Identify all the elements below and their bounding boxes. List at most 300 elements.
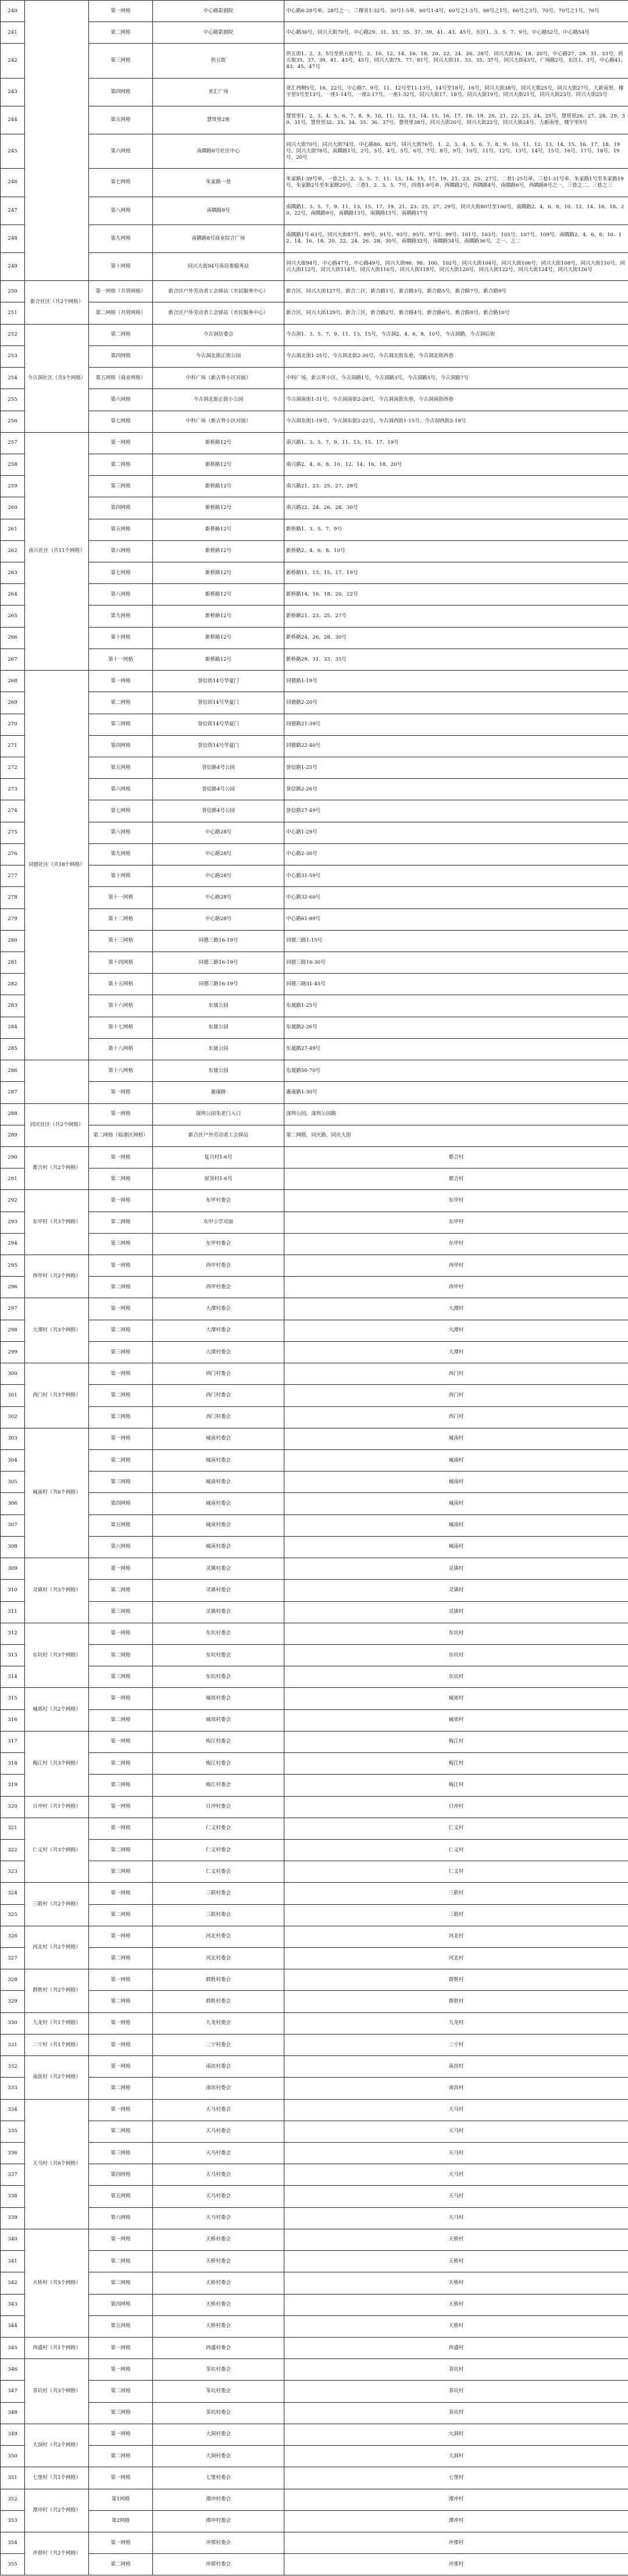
village-owner: 城南村 [284, 1450, 628, 1472]
grid-location: 仁义村委会 [153, 1839, 284, 1861]
grid-location: 东甲村委会 [153, 1233, 284, 1255]
table-row [1, 2554, 628, 2575]
grid-location: 同德三路16-19号 [153, 930, 284, 952]
row-number: 269 [1, 692, 25, 714]
grid-name: 第一网格 [89, 2337, 153, 2358]
grid-location: 天马村委会 [153, 2207, 284, 2229]
village-owner: 东甲村 [284, 1190, 628, 1212]
grid-location: 同德三路16-19号 [153, 974, 284, 995]
village-owner: 城南村 [284, 1493, 628, 1515]
row-number: 299 [1, 1341, 25, 1363]
grid-range: 南兴路21、23、25、27、29号 [284, 476, 628, 497]
grid-location: 天马村委会 [153, 2121, 284, 2142]
grid-name: 第六网格 [89, 779, 153, 800]
grid-name: 第二网格 [89, 1753, 153, 1775]
table-row [1, 1428, 628, 1449]
table-row [1, 1125, 628, 1146]
village-name: 潭冲村（共2个网格） [25, 2489, 89, 2532]
row-number: 268 [1, 671, 25, 692]
grid-range: 中心路31-59号 [284, 865, 628, 887]
grid-range: 中科广场，新古界小区，今古洞路1号，今古洞路3号，今古洞路5号，今古洞路7号 [284, 368, 628, 389]
row-number: 271 [1, 735, 25, 757]
grid-name: 第七网格 [89, 169, 153, 197]
grid-name: 第四网格 [89, 735, 153, 757]
community-name [25, 1, 89, 281]
row-number: 310 [1, 1580, 25, 1601]
row-number: 306 [1, 1493, 25, 1515]
table-row [1, 2532, 628, 2553]
table-row [1, 692, 628, 714]
grid-location: 中科广场（新古界小区对面） [153, 368, 284, 389]
grid-range: 新合区，同兴大街127号，新合二区，新合路1号，新合路3号，新合路5号，新合路7号，新合路9号 [284, 281, 628, 302]
row-number: 353 [1, 2510, 25, 2532]
table-row [1, 822, 628, 843]
row-number: 252 [1, 324, 25, 345]
table-row [1, 908, 628, 930]
grid-name: 第二网格 [89, 1212, 153, 1233]
table-row [1, 2294, 628, 2315]
grid-name: 第一网格 [89, 1082, 153, 1103]
grid-name: 第十六网格 [89, 995, 153, 1017]
table-row [1, 106, 628, 134]
village-owner: 天马村 [284, 2207, 628, 2229]
row-number: 274 [1, 800, 25, 822]
grid-name: 第四网格 [89, 78, 153, 106]
table-row [1, 2186, 628, 2207]
grid-location: 誉信街14号华夏门 [153, 692, 284, 714]
grid-location: 东坑村委会 [153, 1644, 284, 1666]
grid-location: 群胜村委会 [153, 1969, 284, 1991]
row-number: 300 [1, 1363, 25, 1385]
village-owner: 东坑村 [284, 1644, 628, 1666]
table-row [1, 1991, 628, 2012]
grid-range: 朱家路1-39号单，一巷之1、2、3、5、7、11、13、14、15、17、19、21、23、25、27号，二巷1-25号单，三巷1-31号单，朱家路1号至朱家路19号，朱家路2号至朱家路20号，三巷1、2、3、5、7号，四巷1-9号单，西隅路2号，西隅路4号，南隅路6号，西隅路8号之一，三巷之二、三巷之三 [284, 169, 628, 197]
grid-name: 第一网格 [89, 2012, 153, 2034]
table-row [1, 1168, 628, 1190]
table-row [1, 1796, 628, 1818]
table-row [1, 2078, 628, 2099]
row-number: 284 [1, 1017, 25, 1038]
table-row [1, 2467, 628, 2489]
row-number: 354 [1, 2532, 25, 2553]
grid-location: 仁义村委会 [153, 1818, 284, 1839]
grid-location: 新合区户外劳动者工会驿站（市民服务中心） [153, 302, 284, 324]
table-row [1, 735, 628, 757]
table-row [1, 887, 628, 908]
grid-name: 第三网格 [89, 1233, 153, 1255]
row-number: 267 [1, 649, 25, 670]
grid-name: 第一网格 [89, 1969, 153, 1991]
community-name: 同庆社区（共2个网格） [25, 1103, 89, 1146]
table-row [1, 1038, 628, 1060]
grid-location: 同德三路16-19号 [153, 952, 284, 973]
grid-name: 第二网格 [89, 1277, 153, 1298]
row-number: 323 [1, 1861, 25, 1883]
grid-name: 第二网格（临港区网格） [89, 1125, 153, 1146]
grid-location: 城郊村委会 [153, 1688, 284, 1709]
row-number: 294 [1, 1233, 25, 1255]
row-number: 273 [1, 779, 25, 800]
grid-name: 第四网格 [89, 345, 153, 367]
grid-location: 深圳公园朱老门入口 [153, 1103, 284, 1125]
grid-range: 新合区，同兴大街129号，新合三区，新合路2号，新合路4号，新合路6号，新合路8号，新合路10号 [284, 302, 628, 324]
grid-location: 城南村委会 [153, 1493, 284, 1515]
row-number: 255 [1, 389, 25, 411]
grid-range: 新桥路29、31、33、35号 [284, 649, 628, 670]
village-name: 河北村（共2个网格） [25, 1926, 89, 1969]
grid-range: 中心路32-60号 [284, 887, 628, 908]
grid-location: 新桥路12号 [153, 605, 284, 627]
grid-location: 慧贤里2座 [153, 106, 284, 134]
grid-range: 今古洞南街1-31号，今古洞南街2-28号，今古洞南街东巷，今古洞南街西巷 [284, 389, 628, 411]
row-number: 350 [1, 2446, 25, 2467]
grid-name: 第十三网格 [89, 930, 153, 952]
row-number: 290 [1, 1146, 25, 1168]
community-name: 南兴社区（共11个网格） [25, 432, 89, 670]
grid-location: 中心路影剧院 [153, 22, 284, 44]
grid-location: 新桥路12号 [153, 540, 284, 562]
grid-range: 同德三路16-30号 [284, 952, 628, 973]
row-number: 240 [1, 1, 25, 22]
grid-name: 第一网格 [89, 1428, 153, 1449]
village-owner: 西盛村 [284, 2337, 628, 2358]
grid-location: 新桥路12号 [153, 476, 284, 497]
grid-name: 第三网格 [89, 476, 153, 497]
table-row [1, 1320, 628, 1341]
grid-range: 中心路30号，同兴大街70号，中心路29、31、33、35、37、39、41、43、45号，东区1、3、5、7、9号，中心路52号，中心路54号 [284, 22, 628, 44]
grid-location: 誉信路4号公园 [153, 779, 284, 800]
row-number: 261 [1, 519, 25, 540]
table-row [1, 843, 628, 865]
grid-name: 第五网格 [89, 106, 153, 134]
grid-location: 群胜村委会 [153, 1991, 284, 2012]
grid-name: 第二网格 [89, 1320, 153, 1341]
village-owner: 灵镇村 [284, 1601, 628, 1623]
table-row [1, 2251, 628, 2272]
grid-name: 第十二网格 [89, 908, 153, 930]
grid-location: 西甲村委会 [153, 1255, 284, 1277]
row-number: 257 [1, 432, 25, 454]
row-number: 342 [1, 2272, 25, 2294]
grid-location: 惠康路 [153, 1082, 284, 1103]
row-number: 243 [1, 78, 25, 106]
grid-location: 天桥村委会 [153, 2272, 284, 2294]
grid-location: 南滨村委会 [153, 2056, 284, 2078]
table-row [1, 1298, 628, 1320]
village-owner: 潭冲村 [284, 2510, 628, 2532]
row-number: 285 [1, 1038, 25, 1060]
table-row [1, 169, 628, 197]
table-row [1, 2510, 628, 2532]
grid-location: 誉信街14号华夏门 [153, 735, 284, 757]
grid-location: 大潭村委会 [153, 1298, 284, 1320]
row-number: 332 [1, 2056, 25, 2078]
village-owner: 潭冲村 [284, 2489, 628, 2510]
village-name: 南滨村（共2个网格） [25, 2056, 89, 2099]
grid-range: 同德路21-39号 [284, 714, 628, 735]
village-name: 西门村（共3个网格） [25, 1363, 89, 1428]
village-owner: 梅江村 [284, 1731, 628, 1752]
grid-name: 第二网格 [89, 1948, 153, 1969]
grid-name: 第一网格 [89, 1558, 153, 1580]
grid-location: 供五街 [153, 44, 284, 78]
grid-range: 供五街1、2、3、5号至供五街7号，2、10、12、14、16、18、20、22、24、26、28号，同兴大街16、18、20号，中心路27、29、31、33号，供五街35、37、39、41、43号，45号，同兴大街75、77、81号，同兴大街31、33、35、37号，同兴大街43号，广场路2号，东区1、3号，中心路41、43、45、47号 [284, 44, 628, 78]
table-row [1, 714, 628, 735]
grid-range: 南兴路2、4、6、8、10、12、14、16、18、20号 [284, 454, 628, 475]
grid-name: 第六网格 [89, 389, 153, 411]
grid-name: 第七网格 [89, 411, 153, 432]
grid-range: 中心路6-28号单，28号之一，三棵省1-32号，30号1-5单，60号1-4号，60号之1-3号，66号之1号，66号之3号，70号，70号之1号，76号 [284, 1, 628, 22]
row-number: 334 [1, 2099, 25, 2121]
table-row [1, 2489, 628, 2510]
grid-name: 第一网格 [89, 1818, 153, 1839]
table-row [1, 2381, 628, 2402]
grid-name: 第一网格 [89, 1190, 153, 1212]
grid-range: 今古洞东街1-19号，今古洞东街2-22号，今古洞西街1-15号，今古洞西街2-18号 [284, 411, 628, 432]
grid-range: 今古洞北街1-25号，今古洞北街2-30号，今古洞北街东巷，今古洞北街西巷 [284, 345, 628, 367]
village-owner: 天马村 [284, 2121, 628, 2142]
village-name: 天马村（共6个网格） [25, 2099, 89, 2229]
village-name: 西甲村（共2个网格） [25, 1255, 89, 1298]
grid-location: 东晟公园 [153, 1060, 284, 1082]
village-owner: 天马村 [284, 2143, 628, 2164]
table-row [1, 134, 628, 169]
table-row [1, 800, 628, 822]
village-owner: 天马村 [284, 2164, 628, 2186]
village-owner: 群胜村 [284, 1969, 628, 1991]
grid-name: 第一网格 [89, 1363, 153, 1385]
grid-name: 第二网格 [89, 1450, 153, 1472]
table-row [1, 1060, 628, 1082]
grid-name: 第九网格 [89, 843, 153, 865]
grid-name: 第一网格 [89, 2424, 153, 2445]
grid-range: 誉信路2-26号 [284, 779, 628, 800]
row-number: 246 [1, 169, 25, 197]
table-row [1, 1406, 628, 1428]
village-owner: 大潭村 [284, 1298, 628, 1320]
village-owner: 西门村 [284, 1363, 628, 1385]
grid-range: 同德三路1-15号 [284, 930, 628, 952]
table-row [1, 974, 628, 995]
grid-location: 日冲村委会 [153, 1796, 284, 1818]
grid-location: 天桥村委会 [153, 2294, 284, 2315]
row-number: 337 [1, 2164, 25, 2186]
table-row [1, 1688, 628, 1709]
grid-range: 同德路2-20号 [284, 692, 628, 714]
row-number: 245 [1, 134, 25, 169]
table-row [1, 1601, 628, 1623]
grid-location: 东晟公园 [153, 995, 284, 1017]
grid-location: 潭冲村委会 [153, 2489, 284, 2510]
grid-location: 城南村委会 [153, 1450, 284, 1472]
row-number: 341 [1, 2251, 25, 2272]
row-number: 301 [1, 1385, 25, 1406]
village-owner: 东甲村 [284, 1233, 628, 1255]
grid-name: 第五网格 [89, 519, 153, 540]
row-number: 251 [1, 302, 25, 324]
grid-name: 第二网格 [89, 1385, 153, 1406]
row-number: 314 [1, 1666, 25, 1688]
row-number: 330 [1, 2012, 25, 2034]
table-row [1, 1904, 628, 1926]
row-number: 352 [1, 2489, 25, 2510]
village-owner: 大洞村 [284, 2424, 628, 2445]
grid-name: 第八网格 [89, 584, 153, 605]
grid-range: 同德三路31-45号 [284, 974, 628, 995]
grid-location: 中心路28号 [153, 822, 284, 843]
table-row [1, 2229, 628, 2250]
grid-name: 第1网格 [89, 2489, 153, 2510]
grid-name: 第一网格 [89, 2467, 153, 2489]
grid-location: 茶坑村委会 [153, 2381, 284, 2402]
grid-name: 第十网格 [89, 865, 153, 887]
table-row [1, 2446, 628, 2467]
village-owner: 三联村 [284, 1904, 628, 1926]
row-number: 292 [1, 1190, 25, 1212]
table-row [1, 1017, 628, 1038]
grid-location: 城南村委会 [153, 1472, 284, 1493]
grid-location: 新桥路12号 [153, 584, 284, 605]
grid-location: 大潭村委会 [153, 1320, 284, 1341]
grid-name: 第五网格 [89, 2315, 153, 2337]
grid-location: 西门村委会 [153, 1406, 284, 1428]
grid-location: 天桥村委会 [153, 2229, 284, 2250]
village-owner: 天桥村 [284, 2251, 628, 2272]
row-number: 254 [1, 368, 25, 389]
village-owner: 东甲村 [284, 1212, 628, 1233]
row-number: 328 [1, 1969, 25, 1991]
village-name: 都合村（共2个网格） [25, 1146, 89, 1189]
row-number: 311 [1, 1601, 25, 1623]
row-number: 346 [1, 2359, 25, 2381]
grid-location: 灵镇村委会 [153, 1558, 284, 1580]
row-number: 270 [1, 714, 25, 735]
table-row [1, 1666, 628, 1688]
grid-name: 第一网格 [89, 2532, 153, 2553]
row-number: 265 [1, 605, 25, 627]
grid-location: 东坑村委会 [153, 1623, 284, 1644]
row-number: 296 [1, 1277, 25, 1298]
grid-name: 第一网格 [89, 671, 153, 692]
row-number: 248 [1, 225, 25, 252]
village-owner: 群胜村 [284, 1991, 628, 2012]
row-number: 266 [1, 627, 25, 649]
grid-location: 中科广场（新古界小区对面） [153, 411, 284, 432]
grid-name: 第一网格 [89, 1688, 153, 1709]
grid-location: 东晟公园 [153, 1038, 284, 1060]
village-owner: 梅江村 [284, 1775, 628, 1796]
village-owner: 城南村 [284, 1536, 628, 1558]
grid-location: 誉信路4号公园 [153, 757, 284, 779]
table-row [1, 2012, 628, 2034]
village-name: 九龙村（共1个网格） [25, 2012, 89, 2034]
table-row [1, 2164, 628, 2186]
village-owner: 天桥村 [284, 2272, 628, 2294]
row-number: 249 [1, 252, 25, 280]
row-number: 345 [1, 2337, 25, 2358]
grid-name: 第一网格 [89, 1103, 153, 1125]
village-owner: 灵镇村 [284, 1580, 628, 1601]
village-owner: 河北村 [284, 1926, 628, 1947]
table-row [1, 1839, 628, 1861]
row-number: 351 [1, 2467, 25, 2489]
village-owner: 城郊村 [284, 1709, 628, 1731]
table-row [1, 2034, 628, 2055]
grid-location: 西门村委会 [153, 1385, 284, 1406]
table-row [1, 605, 628, 627]
table-row [1, 281, 628, 302]
table-row [1, 2359, 628, 2381]
village-owner: 城南村 [284, 1515, 628, 1536]
village-owner: 南滨村 [284, 2078, 628, 2099]
grid-location: 天马村委会 [153, 2143, 284, 2164]
grid-name: 第一网格 [89, 432, 153, 454]
row-number: 295 [1, 1255, 25, 1277]
table-row [1, 930, 628, 952]
village-name: 梅江村（共3个网格） [25, 1731, 89, 1796]
grid-name: 第十八网格 [89, 1060, 153, 1082]
row-number: 282 [1, 974, 25, 995]
table-row [1, 197, 628, 225]
village-owner: 河北村 [284, 1948, 628, 1969]
table-row [1, 454, 628, 475]
grid-range: 新桥路11、13、15、17、19号 [284, 562, 628, 584]
table-row [1, 1082, 628, 1103]
grid-range: 新桥路21、23、25、27号 [284, 605, 628, 627]
grid-name: 第一网格 [89, 1298, 153, 1320]
grid-name: 第八网格 [89, 197, 153, 225]
row-number: 326 [1, 1926, 25, 1947]
grid-location: 茶坑村委会 [153, 2402, 284, 2424]
grid-name: 第一网格 [89, 1883, 153, 1904]
grid-name: 第三网格 [89, 1472, 153, 1493]
grid-location: 灵镇村委会 [153, 1601, 284, 1623]
row-number: 281 [1, 952, 25, 973]
row-number: 340 [1, 2229, 25, 2250]
grid-name: 第一网格 [89, 1731, 153, 1752]
grid-location: 新桥路12号 [153, 519, 284, 540]
grid-location: 西门村委会 [153, 1363, 284, 1385]
grid-name: 第五网格 [89, 1515, 153, 1536]
row-number: 312 [1, 1623, 25, 1644]
row-number: 289 [1, 1125, 25, 1146]
grid-location: 城郊村委会 [153, 1709, 284, 1731]
row-number: 293 [1, 1212, 25, 1233]
row-number: 278 [1, 887, 25, 908]
table-row [1, 1709, 628, 1731]
grid-location: 冲那村委会 [153, 2532, 284, 2553]
table-row [1, 497, 628, 519]
grid-range: 东晟路1-25号 [284, 995, 628, 1017]
row-number: 320 [1, 1796, 25, 1818]
grid-name: 第一网格 [89, 1146, 153, 1168]
grid-location: 西盛村委会 [153, 2337, 284, 2358]
row-number: 333 [1, 2078, 25, 2099]
grid-name: 第三网格 [89, 714, 153, 735]
village-owner: 天桥村 [284, 2315, 628, 2337]
grid-name: 第二网格 [89, 1709, 153, 1731]
grid-name: 第五网格 [89, 2186, 153, 2207]
grid-range: 同德路22-40号 [284, 735, 628, 757]
table-row [1, 345, 628, 367]
table-row [1, 252, 628, 280]
table-row [1, 1775, 628, 1796]
village-name: 东坑村（共3个网格） [25, 1623, 89, 1688]
village-owner: 仁义村 [284, 1839, 628, 1861]
village-owner: 南滨村 [284, 2056, 628, 2078]
row-number: 317 [1, 1731, 25, 1752]
grid-location: 河北村委会 [153, 1926, 284, 1947]
